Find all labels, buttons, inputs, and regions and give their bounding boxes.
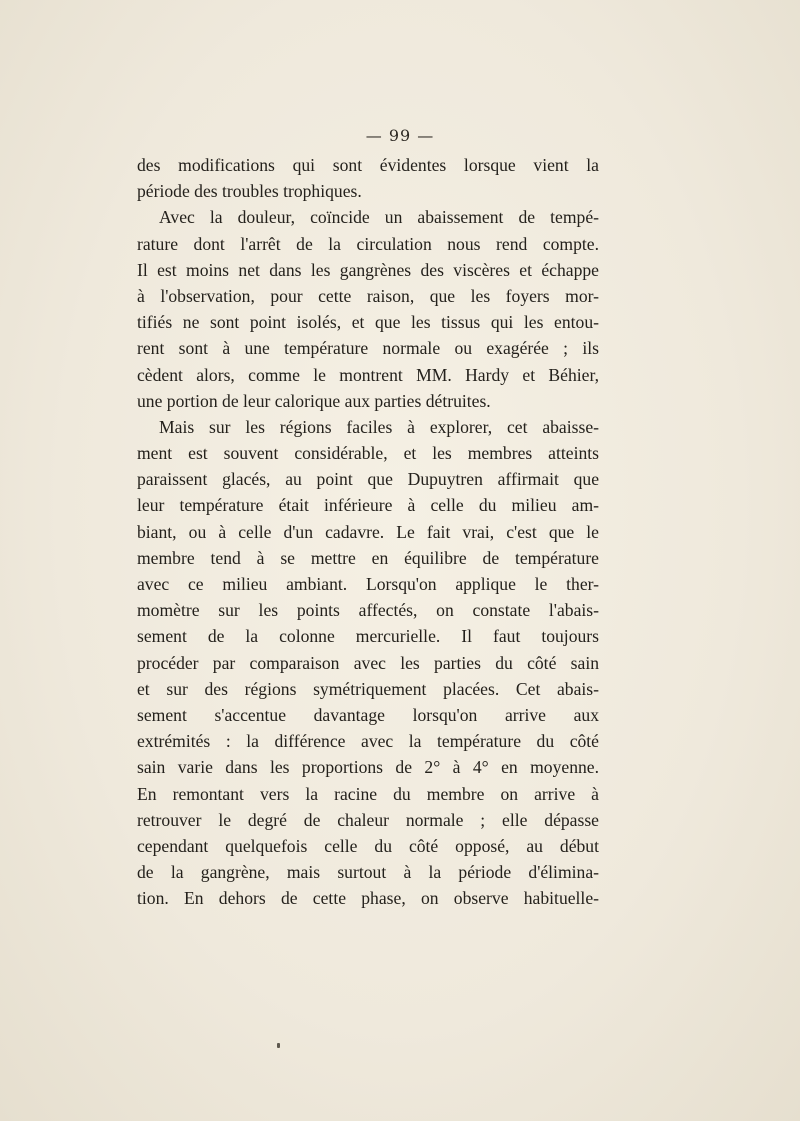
text-line: Mais sur les régions faciles à explorer, cet abaisse- [159, 416, 599, 437]
text-line: des modifications qui sont évidentes lorsque vient la [137, 155, 599, 175]
text-line: sement de la colonne mercurielle. Il faut toujours [137, 626, 599, 647]
text-line: tion. En dehors de cette phase, on observe habituelle- [137, 888, 599, 909]
text-line: à l'observation, pour cette raison, que les foyers mor- [137, 285, 599, 306]
text-line: sement s'accentue davantage lorsqu'on arrive aux [137, 704, 599, 725]
text-line: Avec la douleur, coïncide un abaissement de tempé- [159, 207, 599, 228]
text-line: rent sont à une température normale ou exagérée ; ils [137, 338, 599, 359]
text-line: rature dont l'arrêt de la circulation nous rend compte. [137, 233, 599, 254]
page-number: — 99 — [365, 126, 435, 145]
text-line: retrouver le degré de chaleur normale ; elle dépasse [137, 809, 599, 830]
text-line: cèdent alors, comme le montrent MM. Hardy et Béhier, [137, 364, 599, 385]
text-line: tifiés ne sont point isolés, et que les tissus qui les entou- [137, 312, 599, 333]
text-line: En remontant vers la racine du membre on arrive à [137, 783, 599, 804]
body-text [137, 152, 599, 911]
text-line: Il est moins net dans les gangrènes des viscères et échappe [137, 259, 599, 280]
text-line: une portion de leur calorique aux parties détruites. [137, 390, 491, 411]
text-line: membre tend à se mettre en équilibre de température [137, 547, 599, 568]
text-line: de la gangrène, mais surtout à la période d'élimina- [137, 862, 599, 883]
text-line: ment est souvent considérable, et les membres atteints [137, 443, 599, 464]
text-line: procéder par comparaison avec les parties du côté sain [137, 652, 599, 673]
text-line: cependant quelquefois celle du côté opposé, au début [137, 835, 599, 856]
text-line: avec ce milieu ambiant. Lorsqu'on applique le ther- [137, 574, 599, 594]
text-line: paraissent glacés, au point que Dupuytren affirmait que [137, 469, 599, 490]
text-line: momètre sur les points affectés, on constate l'abais- [137, 600, 599, 621]
text-line: leur température était inférieure à celle du milieu am- [137, 495, 599, 516]
text-line: période des troubles trophiques. [137, 181, 362, 202]
ink-speck [277, 1043, 280, 1048]
text-line: biant, ou à celle d'un cadavre. Le fait vrai, c'est que le [137, 521, 599, 542]
text-line: et sur des régions symétriquement placées. Cet abais- [137, 678, 599, 699]
text-line: extrémités : la différence avec la température du côté [137, 731, 599, 752]
text-line: sain varie dans les proportions de 2° à 4° en moyenne. [137, 757, 599, 778]
